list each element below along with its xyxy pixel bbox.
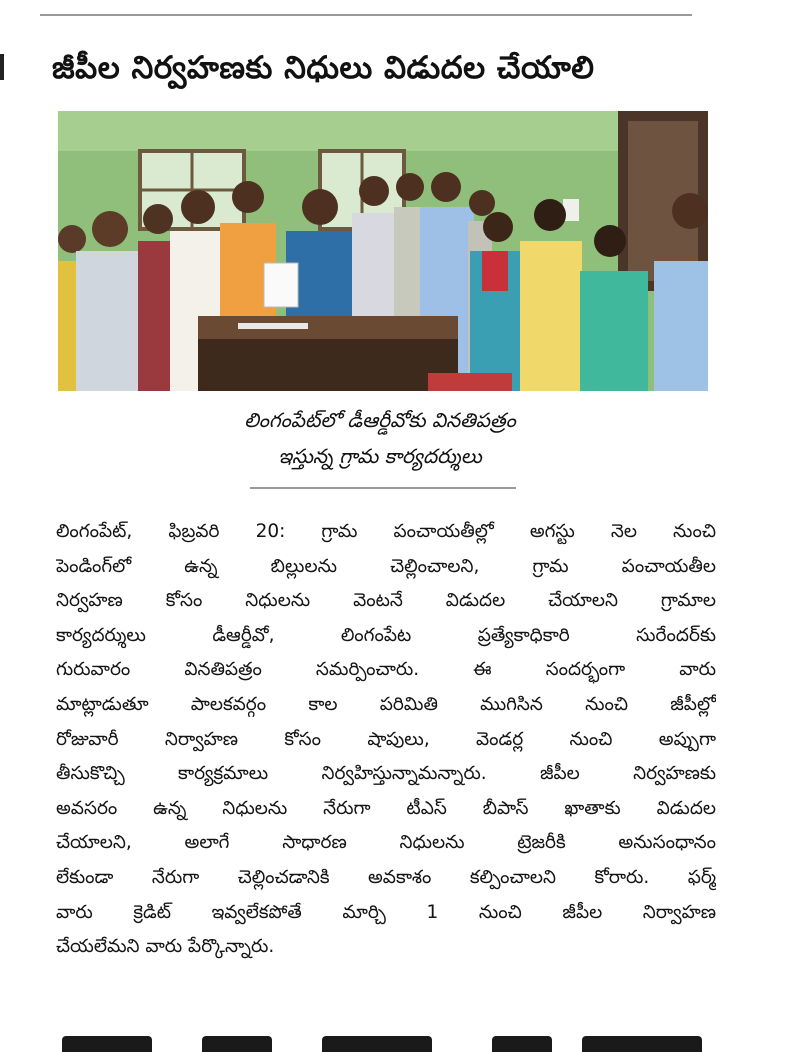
article-headline: జీపీల నిర్వహణకు నిధులు విడుదల చేయాలి (52, 50, 595, 86)
article-body (56, 515, 716, 965)
body-line: గురువారం వినతిపత్రం సమర్పించారు. ఈ సందర్భంగా వారు (56, 659, 716, 681)
body-line: పెండింగ్‌లో ఉన్న బిల్లులను చెల్లించాలని, గ్రామ పంచాయతీల (56, 555, 716, 577)
body-line: మాట్లాడుతూ పాలకవర్గం కాల పరిమితి ముగిసిన నుంచి జీపీల్లో (56, 693, 716, 715)
body-line: చేయలేమని వారు పేర్కొన్నారు. (56, 936, 275, 958)
column-edge-mark (0, 54, 4, 80)
photo-caption (120, 402, 640, 474)
caption-line-1: లింగంపేట్‌లో డీఆర్డీవోకు వినతిపత్రం (244, 408, 516, 432)
body-line: చేయాలని, అలాగే సాధారణ నిధులను ట్రెజరీకి అనుసంధానం (56, 832, 716, 854)
body-line: కార్యదర్శులు డీఆర్డీవో, లింగంపేట ప్రత్యేకాధికారి సురేందర్‌కు (56, 624, 716, 646)
body-line: అవసరం ఉన్న నిధులను నేరుగా టీఎస్ బీపాస్ ఖాతాకు విడుదల (56, 797, 716, 819)
body-line: రోజువారీ నిర్వాహణ కోసం షాపులు, వెండర్ల నుంచి అప్పుగా (56, 728, 716, 750)
top-divider (40, 14, 692, 16)
caption-underline (250, 487, 516, 489)
body-line: నిర్వహణ కోసం నిధులను వెంటనే విడుదల చేయాలని గ్రామాల (56, 590, 716, 612)
next-article-headline-fragment (52, 1030, 712, 1052)
body-line: తీసుకొచ్చి కార్యక్రమాలు నిర్వహిస్తున్నామన్నారు. జీపీల నిర్వహణకు (56, 763, 716, 785)
article-photo (58, 111, 708, 391)
body-line: లింగంపేట్, ఫిబ్రవరి 20: గ్రామ పంచాయతీల్లో అగస్టు నెల నుంచి (56, 521, 716, 542)
group-photo-icon (58, 111, 708, 391)
caption-line-2: ఇస్తున్న గ్రామ కార్యదర్శులు (278, 444, 482, 468)
body-line: వారు క్రెడిట్ ఇవ్వలేకపోతే మార్చి 1 నుంచి జీపీల నిర్వాహణ (56, 901, 716, 923)
body-line: లేకుండా నేరుగా చెల్లించడానికి అవకాశం కల్పించాలని కోరారు. ఫర్మ్ (56, 866, 716, 888)
